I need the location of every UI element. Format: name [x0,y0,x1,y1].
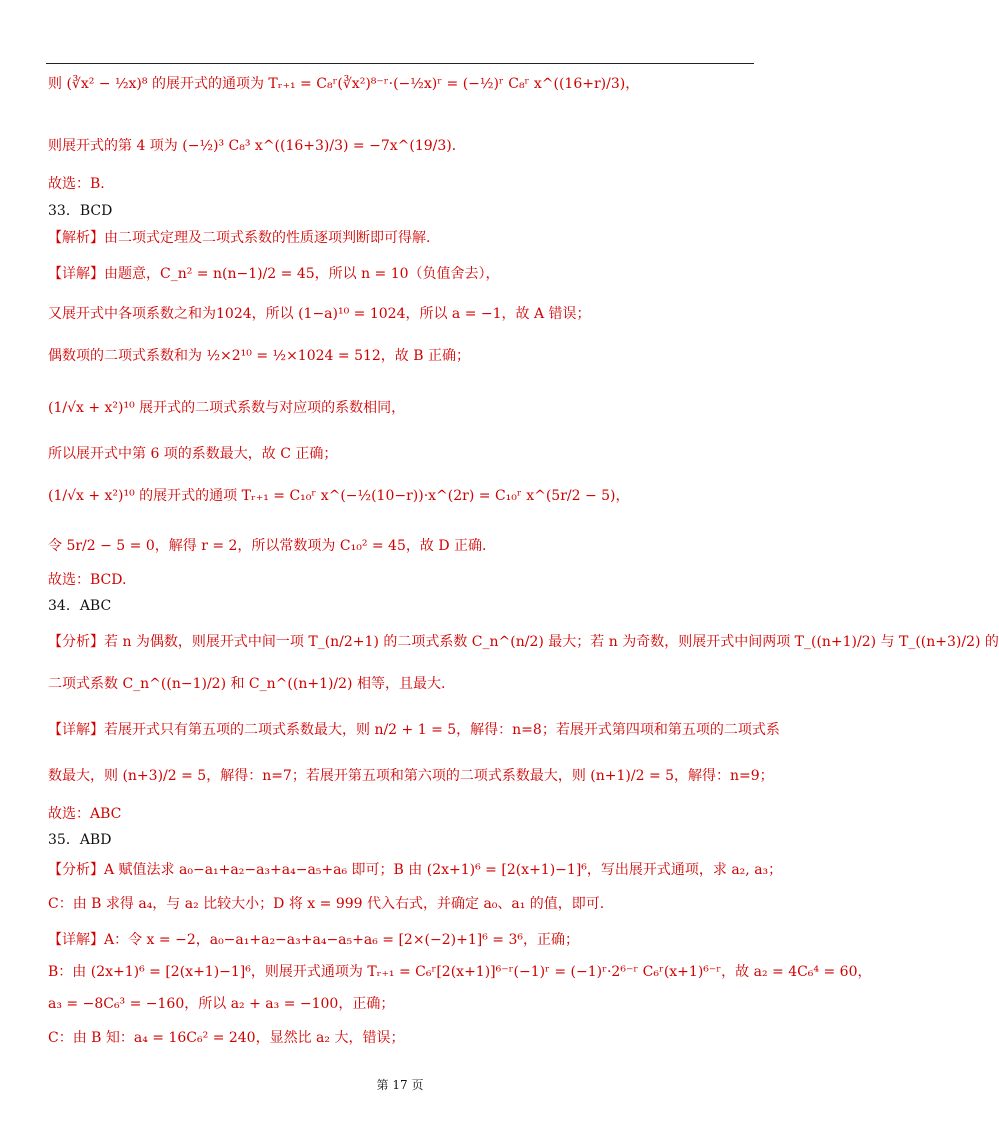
line-12: 令 5r/2 − 5 = 0，解得 r = 2，所以常数项为 C₁₀² = 45，故 D 正确. [48,538,487,554]
line-7: 又展开式中各项系数之和为1024，所以 (1−a)¹⁰ = 1024，所以 a = −1，故 A 错误； [48,306,591,322]
line-18: 数最大，则 (n+3)/2 = 5，解得：n=7；若展开第五项和第六项的二项式系数最大，则 (n+1)/2 = 5，解得：n=9； [48,768,774,784]
page-number: 第 17 页 [376,1078,424,1092]
line-13: 故选：BCD. [48,572,127,588]
line-6: 【详解】由题意，C_n² = n(n−1)/2 = 45，所以 n = 10（负值舍去）， [48,266,500,282]
line-3: 故选：B. [48,176,105,192]
line-17: 【详解】若展开式只有第五项的二项式系数最大，则 n/2 + 1 = 5，解得：n=8；若展开式第四项和第五项的二项式系 [48,722,780,738]
line-14: 34．ABC [48,598,112,614]
line-10: 所以展开式中第 6 项的系数最大，故 C 正确； [48,446,338,462]
line-5: 【解析】由二项式定理及二项式系数的性质逐项判断即可得解. [48,230,431,246]
line-21: 【分析】A 赋值法求 a₀−a₁+a₂−a₃+a₄−a₅+a₆ 即可；B 由 (2x+1)⁶ = [2(x+1)−1]⁶，写出展开式通项，求 a₂, a₃； [48,862,783,878]
line-22: C：由 B 求得 a₄，与 a₂ 比较大小；D 将 x = 999 代入右式，并确定 a₀、a₁ 的值，即可. [48,896,605,912]
line-11: (1/√x + x²)¹⁰ 的展开式的通项 Tᵣ₊₁ = C₁₀ʳ x^(−½(10−r))·x^(2r) = C₁₀ʳ x^(5r/2 − 5)， [48,488,630,504]
line-1: 则 (∛x² − ½x)⁸ 的展开式的通项为 Tᵣ₊₁ = C₈ʳ(∛x²)⁸⁻ʳ·(−½x)ʳ = (−½)ʳ C₈ʳ x^((16+r)/3)， [48,76,640,92]
line-9: (1/√x + x²)¹⁰ 展开式的二项式系数与对应项的系数相同， [48,400,406,416]
line-25: a₃ = −8C₆³ = −160，所以 a₂ + a₃ = −100，正确； [48,996,395,1012]
line-23: 【详解】A：令 x = −2，a₀−a₁+a₂−a₃+a₄−a₅+a₆ = [2×(−2)+1]⁶ = 3⁶，正确； [48,932,579,948]
header-rule [46,63,754,64]
line-26: C：由 B 知：a₄ = 16C₆² = 240，显然比 a₂ 大，错误； [48,1030,405,1046]
line-8: 偶数项的二项式系数和为 ½×2¹⁰ = ½×1024 = 512，故 B 正确； [48,348,470,364]
line-19: 故选：ABC [48,806,122,822]
line-24: B：由 (2x+1)⁶ = [2(x+1)−1]⁶，则展开式通项为 Tᵣ₊₁ = C₆ʳ[2(x+1)]⁶⁻ʳ(−1)ʳ = (−1)ʳ·2⁶⁻ʳ C₆ʳ(x+1)⁶⁻ʳ，故 a₂ = 4C₆⁴ = 60， [48,964,872,980]
line-4: 33．BCD [48,203,113,219]
line-2: 则展开式的第 4 项为 (−½)³ C₈³ x^((16+3)/3) = −7x^(19/3)． [48,138,466,154]
line-20: 35．ABD [48,832,112,848]
line-15: 【分析】若 n 为偶数，则展开式中间一项 T_(n/2+1) 的二项式系数 C_n^(n/2) 最大；若 n 为奇数，则展开式中间两项 T_((n+1)/2) 与 T_((n+3)/2) 的 [48,634,999,650]
line-16: 二项式系数 C_n^((n−1)/2) 和 C_n^((n+1)/2) 相等，且最大. [48,676,446,692]
